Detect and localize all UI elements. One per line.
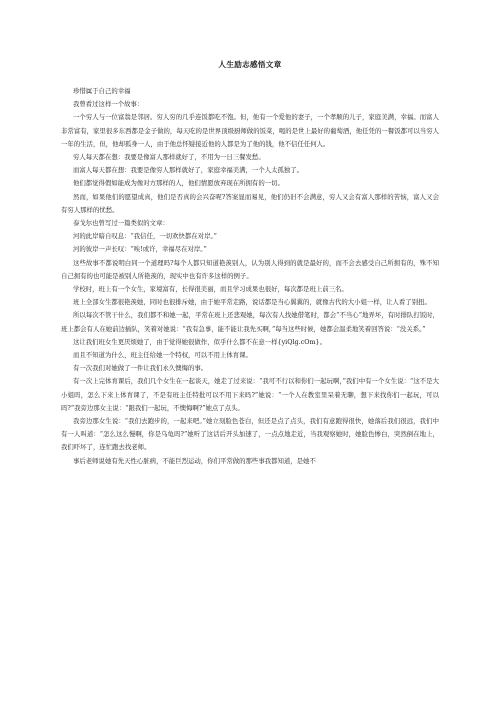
paragraph: 这些故事不都说明白同一个道理吗?每个人都只知道艳羡别人，认为别人得到的就是最好的，而不会去感受自己所拥有的，殊不知自己拥有的也可能是被别人所艳羡的，现实中也有许多这样的例子。 <box>61 258 439 280</box>
quote-paragraph: 河的彼岸一声长叹：“唉!或许，幸福尽在对岸。” <box>73 245 207 254</box>
paragraph: 我曾看过这样一个故事： <box>73 100 144 109</box>
paragraph: 而富人每天都在想：我要是像穷人那样就好了，家庭幸福美满，一个人太孤独了。 <box>73 166 304 175</box>
paragraph: 泰戈尔也曾写过一篇类似的文章： <box>73 219 169 228</box>
paragraph: 事后老师说她有先天性心脏病，不能巨烈运动，你们平常做的那些事我都知道，是她不 <box>73 456 316 465</box>
paragraph: 有一次上完体育课后，我们几个女生在一起谈天，她走了过来说：“我可不行以和你们一起玩啊，”我们中有一个女生说：“这不是大小姐吗，怎么下来上体育课了，不是有班主任特批可以不用下来吗?”她说：“一个人在教室里呆着无聊，想下来找你们一起玩，可以吗?”我旁边那女主说：“跟我们一起玩，不懊悔啊?”她点了点头。 <box>61 377 439 412</box>
paragraph: 然而，如果他们的愿望成真，他们是否真的会兴奋呢?答案显而易见，他们仍旧不会满意，穷人又会有富人那样的苦恼，富人又会有穷人那样的忧愁。 <box>61 192 439 214</box>
paragraph: 所以每次不管干什么，我们都不和她一起，平常在班上还悲观她，每次有人找她借笔时，都会“不当心”地弄坏，有时排队打饭时，班上都会有人在她前边插队，笑着对她说：“我有急事，能不能让我先买啊，”每当这些时候，她都会温柔地笑着回答说：“没关系。” <box>61 311 439 333</box>
document-title: 人生励志感悟文章 <box>218 60 282 69</box>
paragraph: 而且不知道为什么，班主任给她一个特权，可以不用上体育课。 <box>73 351 252 360</box>
paragraph: 有一次我们对她做了一件让我们永久懊悔的事。 <box>73 364 208 373</box>
paragraph: 他们都觉得假如能成为像对方那样的人，他们情愿放弃现在所拥有的一切。 <box>73 179 284 188</box>
paragraph-subtitle: 珍惜属于自己的幸福 <box>73 87 131 95</box>
paragraph: 班上全部女生都很艳羡她，同时也很排斥她，由于她平常走路，说话都是当心翼翼的，就像古代的大小姐一样，让人看了别扭。 <box>73 298 431 307</box>
quote-paragraph: 河的此岸暗自叹息：“我信任，一切欢快都在对岸。” <box>73 232 217 241</box>
paragraph: 一个穷人与一位富翁是邻居。穷人穷的几乎连饭都吃不饱。但，他有一个爱他的妻子，一个孝顺的儿子，家庭美满，幸福。而富人非常富有，家里很多东西都是金子做的，每天吃的是世界顶级厨师做的饭菜，喝的是世上最好的葡萄酒，他任凭的一餐饭都可以当穷人一年的生活，但，他却孤身一人，由于他总怀疑接近他的人都是为了他的钱，他不信任任何人。 <box>61 113 439 148</box>
paragraph: 这让我们班女生更厌烦她了，由于觉得她很做作，似乎什么都不在意一样{yiQlg.cOm}。 <box>73 337 326 346</box>
document-page <box>61 60 439 468</box>
paragraph: 穷人每天都在想：我要是像富人那样就好了，不用为一日三餐发愁。 <box>73 153 265 162</box>
paragraph: 我旁边那女生说：“我们去跑步的，一起来吧。”她立刻脸色苍白，但还是点了点头，我们有意跑得很快，她落后我们很远，我们中有一人叫道：“怎么这么慢啊，你是乌龟吗?”她听了这话后开头加速了，一点点地走近，当我观察她时，她脸色惨白，突然倒在地上，我们吓坏了，连忙跑去找老师。 <box>61 417 439 452</box>
paragraph: 学校时，班上有一个女生，家境富有，长得很美丽，而且学习成果也很好，每次都是班上前三名。 <box>73 285 348 294</box>
